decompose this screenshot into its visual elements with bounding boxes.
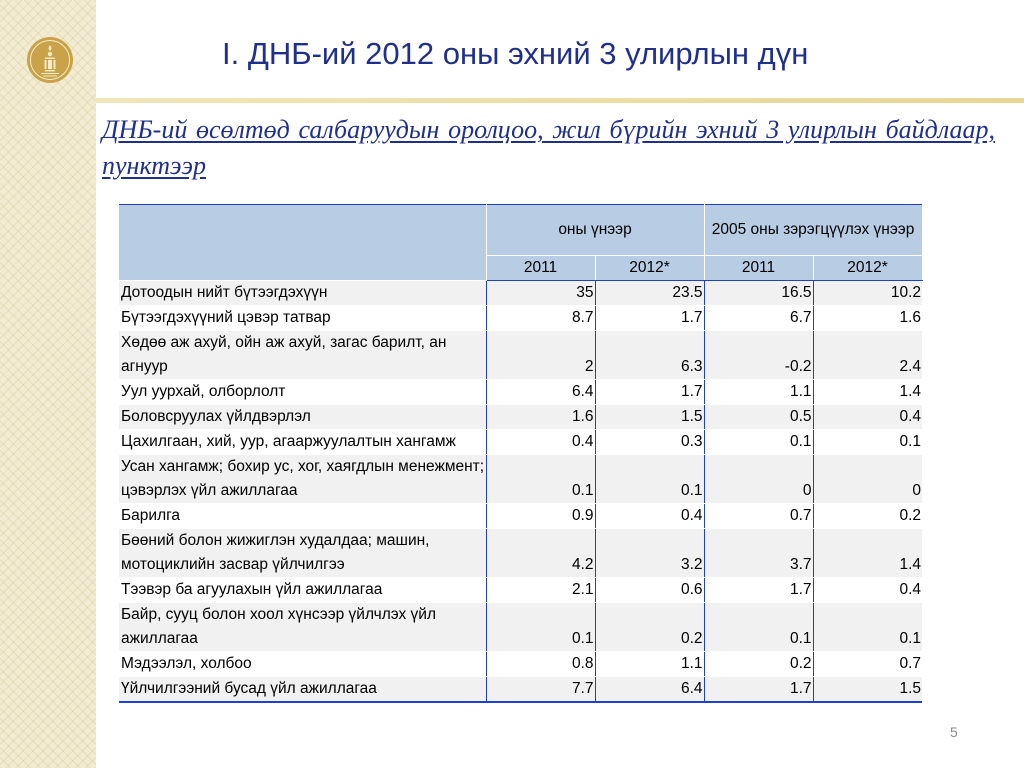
- row-value: 0.2: [595, 603, 704, 652]
- row-label: Уул уурхай, олборлолт: [119, 380, 486, 405]
- row-value: 0.1: [704, 603, 813, 652]
- row-label: Тээвэр ба агуулахын үйл ажиллагаа: [119, 578, 486, 603]
- row-value: 4.2: [486, 529, 595, 578]
- row-value: 1.6: [486, 405, 595, 430]
- table-row: [119, 529, 922, 578]
- row-value: 0.3: [595, 430, 704, 455]
- row-value: 0.4: [486, 430, 595, 455]
- row-label: Байр, сууц болон хоол хүнсээр үйлчлэх үйл ажиллагаа: [119, 603, 486, 652]
- row-value: 16.5: [704, 281, 813, 306]
- row-value: 0.2: [704, 652, 813, 677]
- row-value: 7.7: [486, 677, 595, 703]
- row-value: 0.4: [595, 504, 704, 529]
- table-row: [119, 430, 922, 455]
- row-value: 1.4: [813, 529, 922, 578]
- row-label: Бөөний болон жижиглэн худалдаа; машин, мотоциклийн засвар үйлчилгээ: [119, 529, 486, 578]
- table-row: [119, 405, 922, 430]
- row-value: 0: [704, 455, 813, 504]
- row-label: Бүтээгдэхүүний цэвэр татвар: [119, 306, 486, 331]
- header-year: 2012*: [595, 256, 704, 281]
- table-row: [119, 652, 922, 677]
- row-value: 0.2: [813, 504, 922, 529]
- table-body: [119, 281, 922, 703]
- row-value: 3.2: [595, 529, 704, 578]
- table-row: [119, 331, 922, 380]
- row-value: 1.7: [595, 306, 704, 331]
- header-year: 2011: [704, 256, 813, 281]
- row-value: 0.4: [813, 405, 922, 430]
- row-label: Хөдөө аж ахуй, ойн аж ахуй, загас барилт, ан агнуур: [119, 331, 486, 380]
- table-row: [119, 306, 922, 331]
- row-value: 1.5: [595, 405, 704, 430]
- row-value: 1.5: [813, 677, 922, 703]
- header-constant-prices: 2005 оны зэрэгцүүлэх үнээр: [704, 205, 922, 256]
- row-value: 23.5: [595, 281, 704, 306]
- row-value: 6.4: [595, 677, 704, 703]
- table-row: [119, 455, 922, 504]
- table-row: [119, 603, 922, 652]
- row-value: -0.2: [704, 331, 813, 380]
- header-year: 2011: [486, 256, 595, 281]
- row-value: 1.1: [595, 652, 704, 677]
- table-header-blank: [119, 205, 486, 281]
- row-value: 0.9: [486, 504, 595, 529]
- page-title: I. ДНБ-ий 2012 оны эхний 3 улирлын дүн: [222, 36, 809, 71]
- row-value: 0.4: [813, 578, 922, 603]
- row-value: 35: [486, 281, 595, 306]
- row-value: 0.1: [813, 430, 922, 455]
- row-value: 0.1: [486, 603, 595, 652]
- row-value: 1.7: [704, 578, 813, 603]
- row-value: 0.1: [486, 455, 595, 504]
- side-decorative-strip: [0, 0, 96, 768]
- row-label: Мэдээлэл, холбоо: [119, 652, 486, 677]
- row-label: Боловсруулах үйлдвэрлэл: [119, 405, 486, 430]
- row-value: 0.7: [704, 504, 813, 529]
- row-value: 1.1: [704, 380, 813, 405]
- row-value: 1.4: [813, 380, 922, 405]
- row-value: 6.3: [595, 331, 704, 380]
- table-row: [119, 281, 922, 306]
- row-value: 0.7: [813, 652, 922, 677]
- page-number: 5: [950, 724, 958, 740]
- table-row: [119, 578, 922, 603]
- row-value: 0.8: [486, 652, 595, 677]
- row-value: 8.7: [486, 306, 595, 331]
- row-value: 0.1: [704, 430, 813, 455]
- gdp-contribution-table: [119, 204, 923, 703]
- row-value: 6.7: [704, 306, 813, 331]
- row-value: 1.6: [813, 306, 922, 331]
- row-value: 2.1: [486, 578, 595, 603]
- row-value: 0.5: [704, 405, 813, 430]
- row-label: Усан хангамж; бохир ус, хог, хаягдлын менежмент; цэвэрлэх үйл ажиллагаа: [119, 455, 486, 504]
- row-value: 1.7: [595, 380, 704, 405]
- header-year: 2012*: [813, 256, 922, 281]
- row-value: 0.1: [813, 603, 922, 652]
- row-value: 3.7: [704, 529, 813, 578]
- header-divider: [96, 98, 1024, 103]
- subtitle: ДНБ-ий өсөлтөд салбаруудын оролцоо, жил бүрийн эхний 3 улирлын байдлаар, пунктээр: [102, 115, 995, 180]
- national-statistics-emblem-icon: [26, 36, 74, 84]
- row-value: 0.6: [595, 578, 704, 603]
- header-current-prices: оны үнээр: [486, 205, 704, 256]
- row-label: Дотоодын нийт бүтээгдэхүүн: [119, 281, 486, 306]
- row-value: 1.7: [704, 677, 813, 703]
- row-value: 0.1: [595, 455, 704, 504]
- row-value: 2: [486, 331, 595, 380]
- table-row: [119, 504, 922, 529]
- table-row: [119, 677, 922, 703]
- row-label: Үйлчилгээний бусад үйл ажиллагаа: [119, 677, 486, 703]
- row-value: 10.2: [813, 281, 922, 306]
- row-label: Цахилгаан, хий, уур, агааржуулалтын хангамж: [119, 430, 486, 455]
- row-value: 0: [813, 455, 922, 504]
- table-row: [119, 380, 922, 405]
- row-value: 6.4: [486, 380, 595, 405]
- row-value: 2.4: [813, 331, 922, 380]
- row-label: Барилга: [119, 504, 486, 529]
